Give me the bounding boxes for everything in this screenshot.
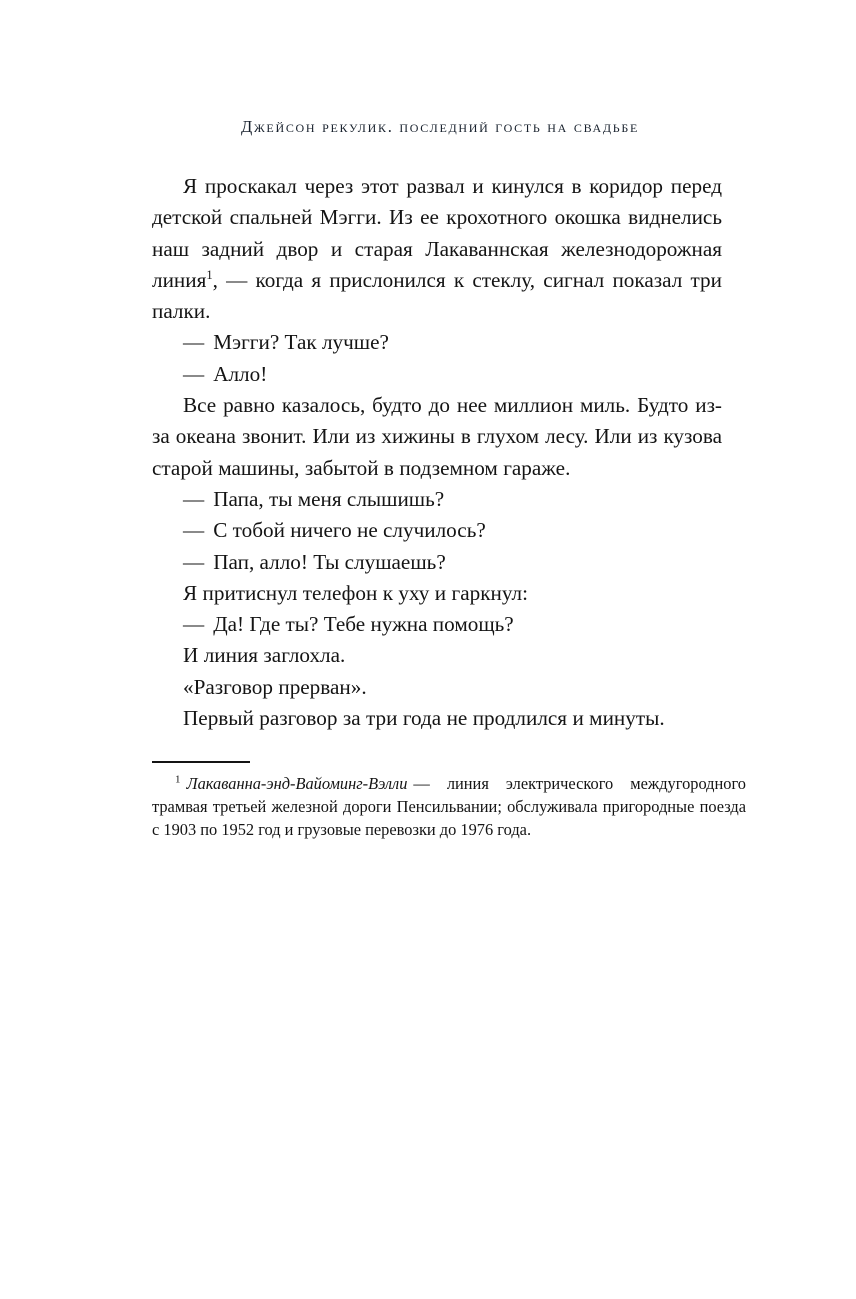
em-dash: — xyxy=(183,518,205,543)
em-dash: — xyxy=(183,330,205,355)
em-dash: — xyxy=(183,486,205,511)
footnote-number: 1 xyxy=(175,773,181,786)
em-dash: — xyxy=(183,612,205,637)
dialogue-line-3 xyxy=(152,484,722,515)
footnote-entry xyxy=(152,772,746,842)
em-dash: — xyxy=(183,549,205,574)
dialogue-line-6 xyxy=(152,609,722,640)
page-content xyxy=(152,0,746,841)
dialogue-line-1-text: Мэгги? Так лучше? xyxy=(213,330,389,355)
em-dash: — xyxy=(183,361,205,386)
dialogue-line-2 xyxy=(152,359,722,390)
footnote-separator-rule xyxy=(152,761,250,762)
footnote-section xyxy=(152,761,746,841)
paragraph-3: Я притиснул телефон к уху и гаркнул: xyxy=(183,580,528,605)
footnote-text: — линия электрического междугородного трамвая третьей железной дороги Пенсильвании; обслуживала пригородные поезда с 1903 по 1952 год и грузовые перевозки до 1976 года. xyxy=(152,773,746,840)
dialogue-line-1 xyxy=(152,327,722,358)
dialogue-line-3-text: Папа, ты меня слышишь? xyxy=(213,486,445,511)
dialogue-line-5-text: Пап, алло! Ты слушаешь? xyxy=(213,549,446,574)
paragraph-1-text-after-footnote: , — когда я прислонился к стеклу, сигнал показал три палки. xyxy=(152,267,722,324)
paragraph-2: Все равно казалось, будто до нее миллион миль. Будто из-за океана звонит. Или из хижины в глухом лесу. Или из кузова старой машины, забытой в подземном гараже. xyxy=(152,393,722,480)
footnote-reference-marker[interactable]: 1 xyxy=(206,267,213,282)
paragraph-1 xyxy=(152,171,722,327)
dialogue-line-4-text: С тобой ничего не случилось? xyxy=(213,518,486,543)
dialogue-line-6-text: Да! Где ты? Тебе нужна помощь? xyxy=(213,612,514,637)
paragraph-5: «Разговор прерван». xyxy=(183,674,367,699)
paragraph-6: Первый разговор за три года не продлился и минуты. xyxy=(183,706,665,731)
dialogue-line-5 xyxy=(152,547,722,578)
footnote-term: Лакаванна-энд-Вайоминг-Вэлли xyxy=(186,773,408,793)
paragraph-1-text-before-footnote: Я проскакал через этот развал и кинулся в коридор перед детской спальней Мэгги. Из ее крохотного окошка виднелись наш задний двор и старая Лакаваннская железнодорожная линия xyxy=(152,174,722,292)
dialogue-line-2-text: Алло! xyxy=(213,361,268,386)
body-text xyxy=(152,171,722,734)
paragraph-4: И линия заглохла. xyxy=(183,643,346,668)
dialogue-line-4 xyxy=(152,515,722,546)
running-header: Джейсон рекулик. последний гость на свадьбе xyxy=(241,117,639,136)
